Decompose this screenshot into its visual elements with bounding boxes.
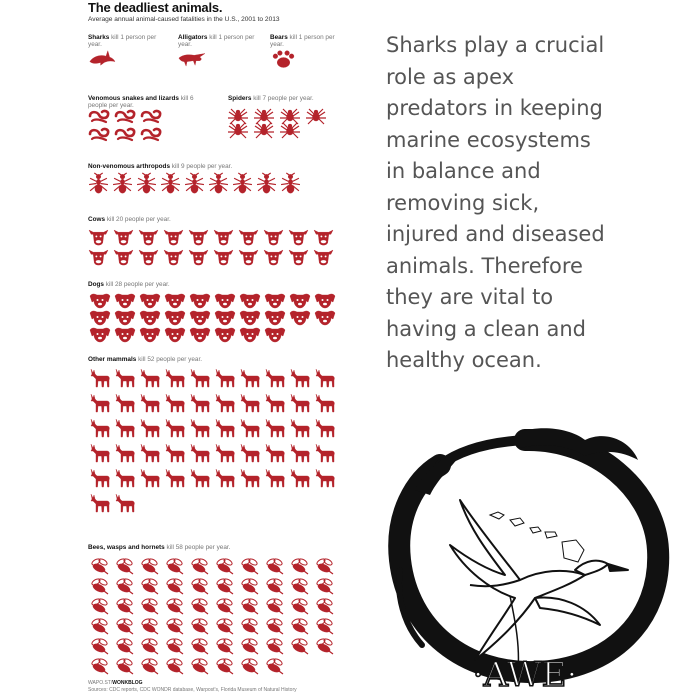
bee-icon (266, 618, 283, 634)
deer-icon (241, 444, 259, 462)
cow-icon (264, 250, 283, 265)
dog-icon (190, 328, 210, 342)
cow-icon (264, 230, 283, 245)
snake-icon (142, 129, 160, 140)
bee-icon (141, 578, 158, 594)
alligator-icon (179, 54, 205, 67)
cow-icon (239, 230, 258, 245)
deer-icon (191, 469, 209, 487)
deer-icon (141, 469, 159, 487)
cow-icon (114, 250, 133, 265)
bear-paw-icon (273, 51, 294, 68)
section-spiders: Spiders kill 7 people per year. (228, 95, 314, 102)
deer-icon (166, 469, 184, 487)
bee-icon (316, 558, 333, 574)
bee-icon (241, 558, 258, 574)
bee-icon (291, 558, 308, 574)
dog-icon (140, 328, 160, 342)
deer-icon (91, 494, 109, 512)
text-line: animals. Therefore (386, 253, 583, 278)
bee-icon (216, 618, 233, 634)
cow-icon (189, 250, 208, 265)
section-arthropods: Non-venomous arthropods kill 9 people per year. (88, 163, 233, 170)
deer-icon (216, 419, 234, 437)
ant-icon (161, 173, 180, 193)
deer-icon (316, 469, 334, 487)
bee-icon (241, 578, 258, 594)
dog-icon (90, 311, 110, 325)
cow-icon (89, 250, 108, 265)
text-line: having a clean and (386, 316, 586, 341)
deer-icon (241, 369, 259, 387)
deer-icon (91, 419, 109, 437)
text-line: predators in keeping (386, 96, 603, 120)
deer-icon (291, 394, 309, 412)
spider-icon (228, 109, 248, 124)
bee-icon (316, 598, 333, 614)
bee-icon (191, 658, 208, 674)
ant-icon (281, 173, 300, 193)
deer-icon (116, 469, 134, 487)
dog-icon (165, 294, 185, 308)
dog-icon (140, 311, 160, 325)
deer-icon (91, 469, 109, 487)
dog-icon (190, 294, 210, 308)
deer-icon (316, 444, 334, 462)
bee-icon (91, 618, 108, 634)
cow-icon (214, 250, 233, 265)
dog-icon (315, 294, 335, 308)
bee-icon (291, 598, 308, 614)
text-line: removing sick, (386, 190, 540, 215)
deer-icon (241, 469, 259, 487)
bee-icon (166, 658, 183, 674)
hawaii-islands-icon (490, 512, 584, 562)
snake-icon (116, 111, 134, 122)
deer-icon (116, 419, 134, 437)
bee-icon (241, 598, 258, 614)
bee-icon (141, 598, 158, 614)
bee-icon (291, 578, 308, 594)
deer-icon (216, 444, 234, 462)
cow-icon (314, 250, 333, 265)
deer-icon (316, 369, 334, 387)
bee-icon (166, 578, 183, 594)
deer-icon (216, 369, 234, 387)
bee-icon (141, 658, 158, 674)
bee-icon (91, 558, 108, 574)
deer-icon (316, 419, 334, 437)
section-alligators: Alligators kill 1 person per year. (178, 34, 255, 49)
text-line: marine ecosystems (386, 127, 591, 152)
cow-icon (189, 230, 208, 245)
section-snakes: Venomous snakes and lizards kill 6 people per year. (88, 95, 194, 110)
dog-icon (240, 294, 260, 308)
deer-icon (291, 419, 309, 437)
dog-icon (165, 311, 185, 325)
ant-icon (209, 173, 228, 193)
bee-icon (166, 598, 183, 614)
snake-icon (90, 111, 108, 122)
deer-icon (241, 419, 259, 437)
dog-icon (290, 311, 310, 325)
bee-icon (266, 558, 283, 574)
dog-icon (240, 328, 260, 342)
bee-icon (241, 658, 258, 674)
shark-icon (90, 51, 115, 65)
section-mammals: Other mammals kill 52 people per year. (88, 356, 203, 363)
dog-icon (265, 294, 285, 308)
bee-icon (166, 638, 183, 654)
spider-icon (254, 109, 274, 124)
text-line: Sharks play a crucial (386, 33, 605, 57)
dog-icon (90, 328, 110, 342)
animal-icon-grid (88, 0, 358, 700)
deer-icon (266, 394, 284, 412)
bee-icon (141, 618, 158, 634)
bee-icon (141, 638, 158, 654)
ant-icon (137, 173, 156, 193)
dog-icon (165, 328, 185, 342)
bee-icon (91, 658, 108, 674)
awe-wordmark: ·AWE· (472, 655, 578, 695)
deer-icon (166, 444, 184, 462)
bee-icon (266, 598, 283, 614)
deer-icon (191, 419, 209, 437)
bee-icon (216, 638, 233, 654)
bee-icon (166, 558, 183, 574)
cow-icon (289, 250, 308, 265)
deer-icon (116, 444, 134, 462)
bee-icon (316, 618, 333, 634)
cow-icon (214, 230, 233, 245)
cow-icon (289, 230, 308, 245)
bee-icon (216, 578, 233, 594)
bee-icon (116, 598, 133, 614)
cow-icon (139, 250, 158, 265)
deer-icon (141, 369, 159, 387)
bee-icon (91, 578, 108, 594)
snake-icon (90, 129, 108, 140)
cow-icon (239, 250, 258, 265)
bee-icon (291, 638, 308, 654)
ant-icon (257, 173, 276, 193)
spider-icon (280, 123, 300, 138)
bee-icon (191, 618, 208, 634)
deer-icon (91, 394, 109, 412)
bee-icon (266, 578, 283, 594)
bee-icon (266, 658, 283, 674)
deer-icon (191, 394, 209, 412)
bee-icon (116, 618, 133, 634)
text-line: they are vital to (386, 285, 554, 309)
dog-icon (215, 294, 235, 308)
ant-icon (113, 173, 132, 193)
dog-icon (240, 311, 260, 325)
deer-icon (141, 419, 159, 437)
deer-icon (316, 394, 334, 412)
deer-icon (291, 469, 309, 487)
cow-icon (89, 230, 108, 245)
bee-icon (166, 618, 183, 634)
dog-icon (190, 311, 210, 325)
deer-icon (116, 494, 134, 512)
deer-icon (266, 369, 284, 387)
cow-icon (114, 230, 133, 245)
section-bears: Bears kill 1 person per year. (270, 34, 335, 49)
shark-fact-text (386, 30, 686, 377)
section-sharks: Sharks kill 1 person per year. (88, 34, 157, 49)
snake-icon (142, 111, 160, 122)
cow-icon (139, 230, 158, 245)
dog-icon (115, 294, 135, 308)
bee-icon (191, 598, 208, 614)
bee-icon (141, 558, 158, 574)
deer-icon (91, 369, 109, 387)
deer-icon (266, 469, 284, 487)
deer-icon (141, 444, 159, 462)
deer-icon (116, 369, 134, 387)
dog-icon (265, 328, 285, 342)
dog-icon (315, 311, 335, 325)
bee-icon (291, 618, 308, 634)
deer-icon (166, 369, 184, 387)
cow-icon (314, 230, 333, 245)
bee-icon (241, 618, 258, 634)
text-line: in balance and (386, 159, 541, 183)
bee-icon (216, 658, 233, 674)
bee-icon (216, 558, 233, 574)
brush-circle-icon (399, 428, 658, 672)
deer-icon (241, 394, 259, 412)
deer-icon (141, 394, 159, 412)
deer-icon (191, 444, 209, 462)
infographic-title: The deadliest animals. (88, 0, 223, 15)
deer-icon (266, 419, 284, 437)
infographic-subtitle: Average annual animal-caused fatalities in the U.S., 2001 to 2013 (88, 16, 280, 23)
bee-icon (191, 558, 208, 574)
section-dogs: Dogs kill 28 people per year. (88, 281, 170, 288)
bee-icon (316, 578, 333, 594)
awe-logo (370, 420, 680, 695)
bee-icon (216, 598, 233, 614)
deer-icon (291, 444, 309, 462)
spider-icon (306, 109, 326, 124)
spider-icon (280, 109, 300, 124)
deer-icon (91, 444, 109, 462)
snake-icon (116, 129, 134, 140)
bee-icon (116, 558, 133, 574)
bee-icon (191, 638, 208, 654)
text-line: injured and diseased (386, 222, 605, 246)
cow-icon (164, 230, 183, 245)
bee-icon (266, 638, 283, 654)
cow-icon (164, 250, 183, 265)
ant-icon (233, 173, 252, 193)
bee-icon (91, 638, 108, 654)
bee-icon (191, 578, 208, 594)
bee-icon (116, 638, 133, 654)
dog-icon (215, 311, 235, 325)
spider-icon (228, 123, 248, 138)
text-line: healthy ocean. (386, 348, 542, 372)
section-bees: Bees, wasps and hornets kill 58 people per year. (88, 544, 231, 551)
ant-icon (185, 173, 204, 193)
deer-icon (191, 369, 209, 387)
deer-icon (291, 369, 309, 387)
deer-icon (166, 419, 184, 437)
deer-icon (266, 444, 284, 462)
dog-icon (140, 294, 160, 308)
bee-icon (316, 638, 333, 654)
ant-icon (89, 173, 108, 193)
bee-icon (91, 598, 108, 614)
bee-icon (116, 578, 133, 594)
dog-icon (115, 328, 135, 342)
bee-icon (116, 658, 133, 674)
deer-icon (166, 394, 184, 412)
dog-icon (115, 311, 135, 325)
dog-icon (215, 328, 235, 342)
deer-icon (216, 469, 234, 487)
spider-icon (254, 123, 274, 138)
text-line: role as apex (386, 64, 515, 89)
section-cows: Cows kill 20 people per year. (88, 216, 171, 223)
bee-icon (241, 638, 258, 654)
sources-footer: WAPO.ST/WONKBLOG Sources: CDC reports, CDC WONDR database, Warpost's, Florida Museum of Natural History (88, 680, 297, 693)
dog-icon (290, 294, 310, 308)
dog-icon (90, 294, 110, 308)
deer-icon (216, 394, 234, 412)
deadliest-animals-infographic (88, 0, 358, 700)
deer-icon (116, 394, 134, 412)
dog-icon (265, 311, 285, 325)
